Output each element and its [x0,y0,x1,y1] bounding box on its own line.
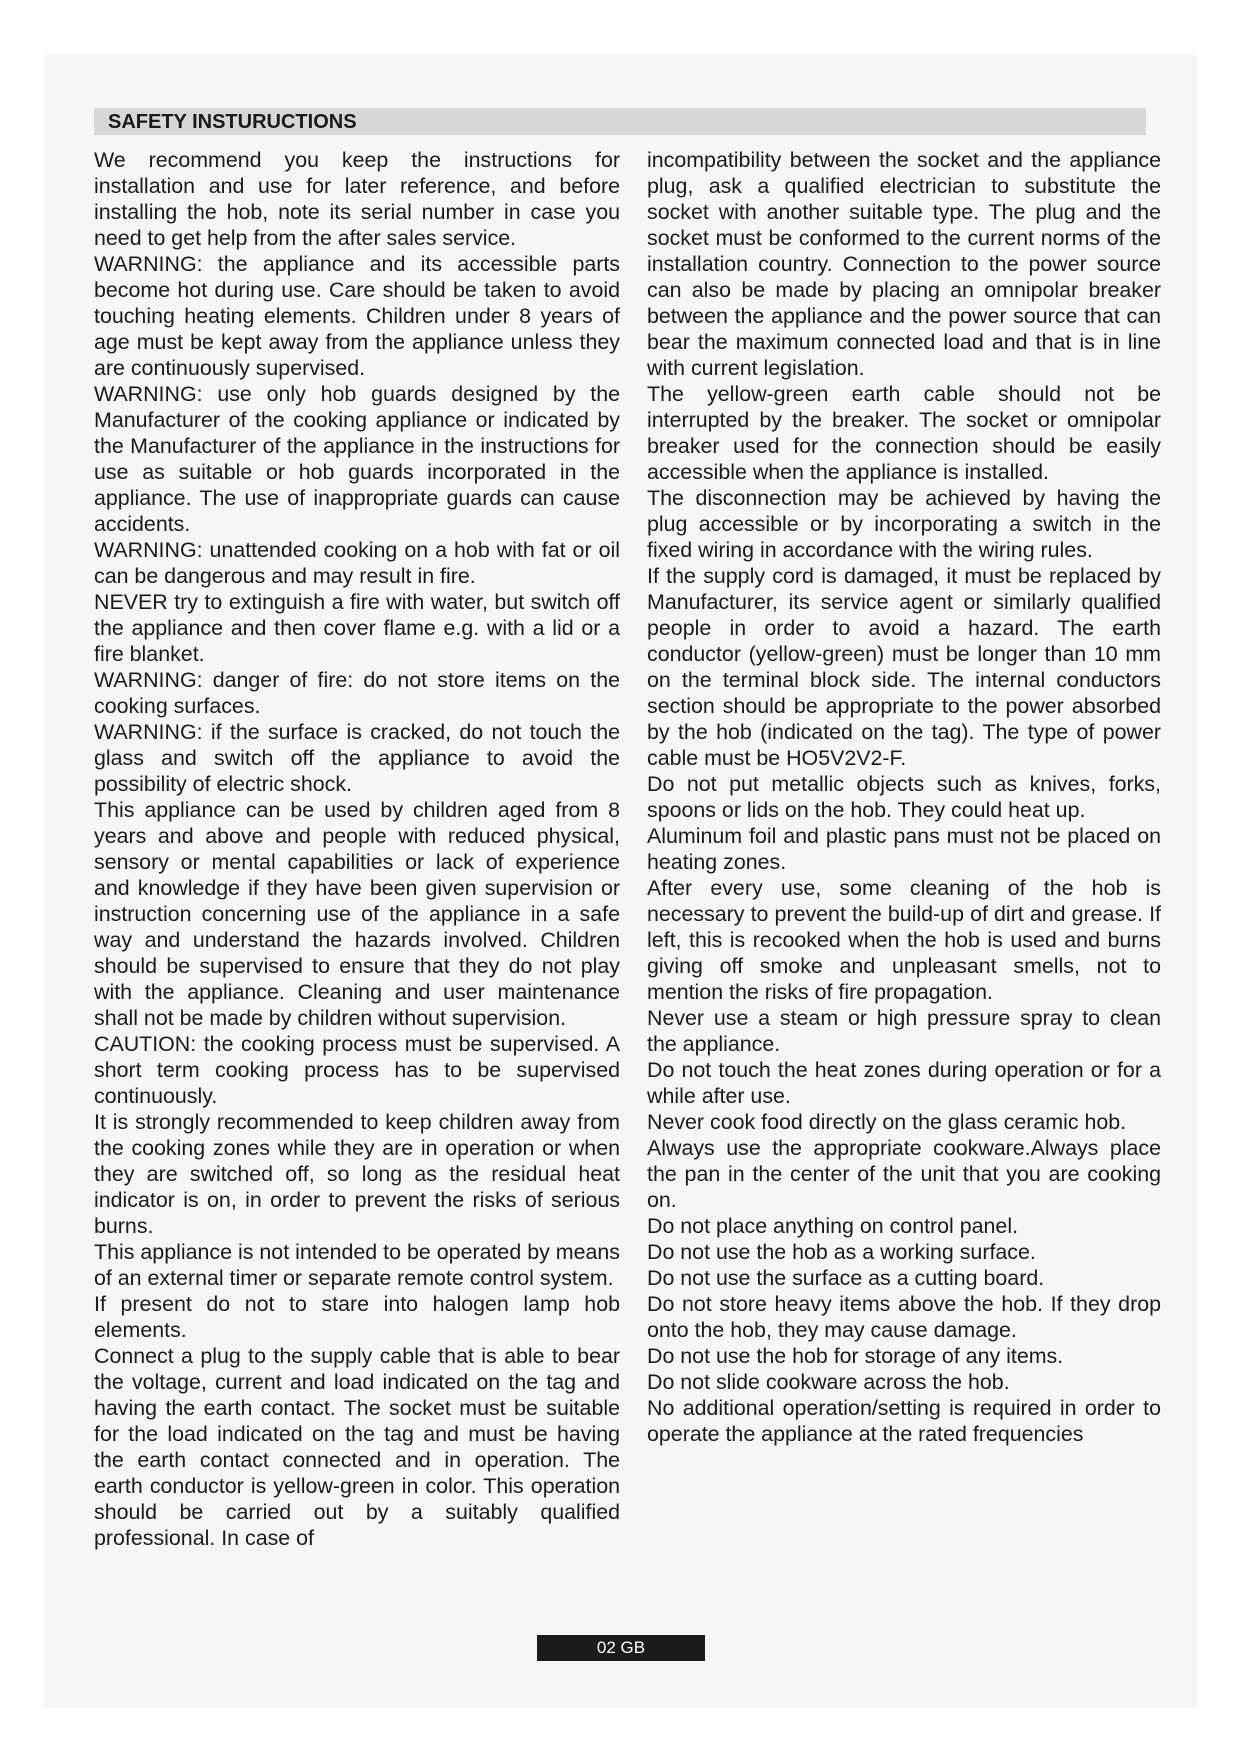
paragraph: incompatibility between the socket and the appliance plug, ask a qualified electrician to substitute the socket with another suitable type. The plug and the socket must be conformed to the current norms of the installation country. Connection to the power source can also be made by placing an omnipolar breaker between the appliance and the power source that can bear the maximum connected load and that is in line with current legislation. [647,148,1161,380]
paragraph: NEVER try to extinguish a fire with water, but switch off the appliance and then cover flame e.g. with a lid or a fire blanket. [94,590,620,666]
page-number-badge: 02 GB [537,1635,705,1661]
paragraph: Connect a plug to the supply cable that is able to bear the voltage, current and load indicated on the tag and having the earth contact. The socket must be suitable for the load indicated on the tag and must be having the earth contact connected and in operation. The earth conductor is yellow-green in color. This operation should be carried out by a suitably qualified professional. In case of [94,1344,620,1550]
paragraph: Always use the appropriate cookware.Always place the pan in the center of the unit that you are cooking on. [647,1136,1161,1212]
paragraph: WARNING: danger of fire: do not store items on the cooking surfaces. [94,668,620,718]
paragraph: WARNING: use only hob guards designed by the Manufacturer of the cooking appliance or indicated by the Manufacturer of the appliance in the instructions for use as suitable or hob guards incorporated in the appliance. The use of inappropriate guards can cause accidents. [94,382,620,536]
paragraph: Do not slide cookware across the hob. [647,1370,1010,1394]
paragraph: The disconnection may be achieved by having the plug accessible or by incorporating a switch in the fixed wiring in accordance with the wiring rules. [647,486,1161,562]
paragraph: Never cook food directly on the glass ceramic hob. [647,1110,1127,1134]
paragraph: WARNING: if the surface is cracked, do not touch the glass and switch off the appliance to avoid the possibility of electric shock. [94,720,620,796]
paragraph: Do not use the surface as a cutting board. [647,1266,1045,1290]
section-title: SAFETY INSTURUCTIONS [108,111,357,133]
paragraph: If present do not to stare into halogen lamp hob elements. [94,1292,620,1342]
paragraph: Do not put metallic objects such as knives, forks, spoons or lids on the hob. They could heat up. [647,772,1161,822]
paragraph: It is strongly recommended to keep children away from the cooking zones while they are in operation or when they are switched off, so long as the residual heat indicator is on, in order to prevent the risks of serious burns. [94,1110,620,1238]
paragraph: The yellow-green earth cable should not be interrupted by the breaker. The socket or omnipolar breaker used for the connection should be easily accessible when the appliance is installed. [647,382,1161,484]
paragraph: This appliance can be used by children aged from 8 years and above and people with reduced physical, sensory or mental capabilities or lack of experience and knowledge if they have been given supervision or instruction concerning use of the appliance in a safe way and understand the hazards involved. Children should be supervised to ensure that they do not play with the appliance. Cleaning and user maintenance shall not be made by children without supervision. [94,798,620,1030]
paragraph: Do not store heavy items above the hob. If they drop onto the hob, they may cause damage. [647,1292,1161,1342]
paragraph: Aluminum foil and plastic pans must not be placed on heating zones. [647,824,1161,874]
right-column [647,147,1161,1447]
paragraph: If the supply cord is damaged, it must be replaced by Manufacturer, its service agent or similarly qualified people in order to avoid a hazard. The earth conductor (yellow-green) must be longer than 10 mm on the terminal block side. The internal conductors section should be appropriate to the power absorbed by the hob (indicated on the tag). The type of power cable must be HO5V2V2-F. [647,564,1161,770]
paragraph: Never use a steam or high pressure spray to clean the appliance. [647,1006,1161,1056]
paragraph: This appliance is not intended to be operated by means of an external timer or separate remote control system. [94,1240,620,1290]
section-header-bar [94,108,1146,135]
paragraph: After every use, some cleaning of the hob is necessary to prevent the build-up of dirt and grease. If left, this is recooked when the hob is used and burns giving off smoke and unpleasant smells, not to mention the risks of fire propagation. [647,876,1161,1004]
paragraph: CAUTION: the cooking process must be supervised. A short term cooking process has to be supervised continuously. [94,1032,620,1108]
paragraph: Do not place anything on control panel. [647,1214,1019,1238]
paragraph: Do not use the hob for storage of any items. [647,1344,1064,1368]
paragraph: WARNING: unattended cooking on a hob with fat or oil can be dangerous and may result in fire. [94,538,620,588]
paragraph: WARNING: the appliance and its accessible parts become hot during use. Care should be taken to avoid touching heating elements. Children under 8 years of age must be kept away from the appliance unless they are continuously supervised. [94,252,620,380]
paragraph: We recommend you keep the instructions for installation and use for later reference, and before installing the hob, note its serial number in case you need to get help from the after sales service. [94,148,620,250]
paragraph: Do not use the hob as a working surface. [647,1240,1036,1264]
left-column [94,147,620,1551]
paragraph: No additional operation/setting is required in order to operate the appliance at the rated frequencies [647,1396,1161,1446]
paragraph: Do not touch the heat zones during operation or for a while after use. [647,1058,1161,1108]
